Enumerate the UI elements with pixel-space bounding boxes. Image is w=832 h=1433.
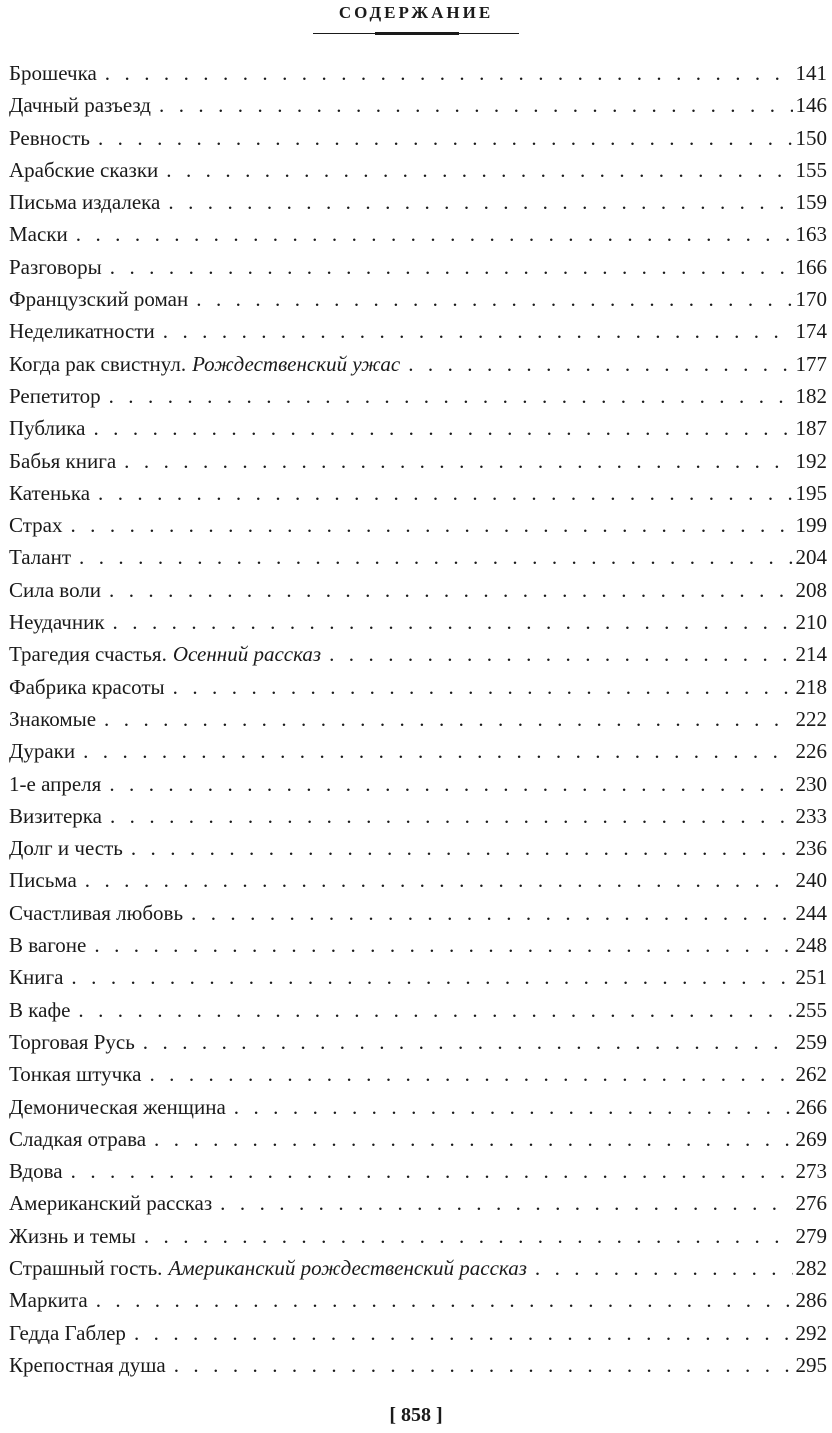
toc-entry: [9, 832, 827, 864]
toc-entry-title: Катенька: [9, 480, 91, 505]
toc-dot-leader: [70, 509, 792, 541]
toc-entry-page: 208: [795, 577, 827, 602]
toc-dot-leader: [110, 800, 793, 832]
toc-entry-title: Когда рак свистнул.: [9, 351, 187, 376]
toc-entry: [9, 218, 827, 250]
toc-entry-page: 187: [795, 416, 827, 441]
toc-entry: [9, 186, 827, 218]
toc-entry-page: 204: [795, 545, 827, 570]
toc-entry-page: 199: [795, 513, 827, 538]
toc-entry-page: 292: [795, 1320, 827, 1345]
toc-dot-leader: [159, 89, 793, 121]
toc-entry-title: Талант: [9, 545, 72, 570]
toc-entry: [9, 251, 827, 283]
toc-entry: [9, 315, 827, 347]
toc-dot-leader: [85, 864, 793, 896]
toc-entry: [9, 1123, 827, 1155]
toc-entry: [9, 800, 827, 832]
toc-entry-title: Маркита: [9, 1288, 88, 1313]
title-divider: [313, 33, 519, 34]
toc-entry-title: Сила воли: [9, 577, 102, 602]
toc-dot-leader: [154, 1123, 792, 1155]
toc-entry-title: Трагедия счастья.: [9, 642, 167, 667]
toc-entry-page: 279: [795, 1223, 827, 1248]
toc-entry: [9, 1091, 827, 1123]
toc-entry-title: 1-е апреля: [9, 771, 102, 796]
toc-entry-title: Французский роман: [9, 287, 189, 312]
toc-entry-page: 251: [795, 965, 827, 990]
toc-entry-page: 192: [795, 448, 827, 473]
toc-entry-title: Гедда Габлер: [9, 1320, 126, 1345]
table-of-contents: [9, 57, 827, 1381]
toc-entry: [9, 89, 827, 121]
toc-dot-leader: [109, 574, 792, 606]
toc-entry-title: Вдова: [9, 1159, 63, 1184]
toc-entry-page: 163: [795, 222, 827, 247]
toc-entry: [9, 671, 827, 703]
toc-entry-page: 286: [795, 1288, 827, 1313]
toc-entry-page: 174: [795, 319, 827, 344]
toc-entry: [9, 1252, 827, 1284]
page-header: [0, 0, 832, 34]
toc-entry-title: Брошечка: [9, 61, 97, 85]
toc-entry-title: Разговоры: [9, 254, 102, 279]
toc-entry: [9, 154, 827, 186]
toc-dot-leader: [168, 186, 792, 218]
toc-entry-page: 273: [795, 1159, 827, 1184]
toc-entry-page: 182: [795, 383, 827, 408]
toc-dot-leader: [220, 1187, 792, 1219]
toc-entry-page: 226: [795, 739, 827, 764]
toc-entry: [9, 1155, 827, 1187]
toc-entry-page: 166: [795, 254, 827, 279]
toc-entry-title: Знакомые: [9, 706, 97, 731]
toc-dot-leader: [149, 1058, 792, 1090]
toc-entry: [9, 57, 827, 89]
toc-entry-title: Дачный разъезд: [9, 93, 151, 118]
toc-dot-leader: [191, 897, 792, 929]
toc-dot-leader: [71, 1155, 793, 1187]
toc-entry: [9, 348, 827, 380]
toc-entry-page: 295: [795, 1352, 827, 1377]
toc-dot-leader: [110, 251, 793, 283]
toc-entry: [9, 961, 827, 993]
toc-entry: [9, 1284, 827, 1316]
toc-entry-page: 230: [795, 771, 827, 796]
toc-entry-page: 244: [795, 900, 827, 925]
toc-dot-leader: [329, 638, 792, 670]
toc-entry: [9, 994, 827, 1026]
toc-entry-page: 240: [795, 868, 827, 893]
toc-entry-page: 195: [795, 480, 827, 505]
toc-entry-title: Долг и честь: [9, 836, 123, 861]
toc-entry-title: Ревность: [9, 125, 90, 150]
toc-dot-leader: [144, 1220, 793, 1252]
toc-dot-leader: [76, 218, 793, 250]
toc-entry-title: Крепостная душа: [9, 1352, 166, 1377]
page-title: СОДЕРЖАНИЕ: [338, 3, 494, 22]
toc-dot-leader: [104, 703, 792, 735]
toc-dot-leader: [109, 768, 792, 800]
toc-dot-leader: [174, 1349, 793, 1381]
toc-entry: [9, 380, 827, 412]
toc-dot-leader: [124, 445, 792, 477]
toc-entry-page: 150: [795, 125, 827, 150]
toc-entry-page: 236: [795, 836, 827, 861]
toc-entry: [9, 768, 827, 800]
toc-entry-subtitle: Рождественский ужас: [192, 351, 401, 376]
toc-entry-page: 248: [795, 933, 827, 958]
toc-entry: [9, 283, 827, 315]
toc-entry-title: Торговая Русь: [9, 1029, 135, 1054]
toc-entry-page: 141: [795, 61, 827, 85]
toc-entry: [9, 703, 827, 735]
toc-entry-title: Публика: [9, 416, 86, 441]
toc-entry-page: 276: [795, 1191, 827, 1216]
toc-entry-page: 266: [795, 1094, 827, 1119]
toc-dot-leader: [96, 1284, 793, 1316]
toc-dot-leader: [109, 380, 793, 412]
toc-dot-leader: [105, 57, 793, 89]
title-divider-accent: [375, 32, 459, 35]
toc-entry-title: Жизнь и темы: [9, 1223, 136, 1248]
toc-dot-leader: [173, 671, 793, 703]
page-number: [ 858 ]: [389, 1404, 443, 1426]
toc-entry-page: 255: [795, 997, 827, 1022]
toc-entry: [9, 1349, 827, 1381]
toc-entry-page: 159: [795, 190, 827, 215]
toc-entry-title: В кафе: [9, 997, 71, 1022]
toc-entry-title: Книга: [9, 965, 64, 990]
toc-dot-leader: [113, 606, 793, 638]
toc-entry: [9, 1187, 827, 1219]
toc-entry-title: Страх: [9, 513, 63, 538]
toc-entry: [9, 929, 827, 961]
toc-entry-title: Репетитор: [9, 383, 101, 408]
toc-entry-title: Визитерка: [9, 803, 102, 828]
toc-entry-title: Письма издалека: [9, 190, 161, 215]
toc-entry-subtitle: Американский рождественский рассказ: [168, 1255, 527, 1280]
toc-dot-leader: [93, 412, 792, 444]
toc-entry: [9, 122, 827, 154]
toc-entry-title: Демоническая женщина: [9, 1094, 226, 1119]
toc-entry: [9, 412, 827, 444]
toc-entry-page: 214: [795, 642, 827, 667]
toc-dot-leader: [408, 348, 792, 380]
toc-entry: [9, 541, 827, 573]
toc-entry-title: Маски: [9, 222, 68, 247]
toc-entry-title: Неудачник: [9, 610, 105, 635]
toc-entry: [9, 1220, 827, 1252]
toc-entry-title: Бабья книга: [9, 448, 117, 473]
toc-entry-page: 177: [795, 351, 827, 376]
toc-entry-page: 269: [795, 1126, 827, 1151]
toc-entry: [9, 638, 827, 670]
toc-entry-title: Сладкая отрава: [9, 1126, 147, 1151]
toc-dot-leader: [131, 832, 793, 864]
toc-dot-leader: [71, 961, 792, 993]
toc-entry-page: 210: [795, 610, 827, 635]
toc-entry-title: Страшный гость.: [9, 1255, 163, 1280]
toc-entry-title: Письма: [9, 868, 77, 893]
toc-dot-leader: [196, 283, 792, 315]
toc-entry: [9, 1058, 827, 1090]
toc-entry-subtitle: Осенний рассказ: [172, 642, 322, 667]
toc-entry-page: 155: [795, 157, 827, 182]
toc-entry-page: 282: [795, 1255, 827, 1280]
toc-entry-title: Арабские сказки: [9, 157, 159, 182]
toc-entry: [9, 735, 827, 767]
toc-entry: [9, 606, 827, 638]
toc-dot-leader: [134, 1317, 793, 1349]
toc-dot-leader: [143, 1026, 793, 1058]
toc-entry: [9, 897, 827, 929]
toc-entry-title: Дураки: [9, 739, 76, 764]
toc-entry-page: 146: [795, 93, 827, 118]
toc-entry: [9, 477, 827, 509]
toc-entry-title: Тонкая штучка: [9, 1062, 142, 1087]
toc-entry: [9, 1026, 827, 1058]
toc-entry-title: Счастливая любовь: [9, 900, 184, 925]
toc-dot-leader: [163, 315, 793, 347]
toc-entry-page: 233: [795, 803, 827, 828]
toc-entry-title: Неделикатности: [9, 319, 155, 344]
toc-entry-page: 222: [795, 706, 827, 731]
toc-dot-leader: [83, 735, 792, 767]
toc-entry-title: В вагоне: [9, 933, 87, 958]
toc-dot-leader: [234, 1091, 793, 1123]
toc-entry-page: 259: [795, 1029, 827, 1054]
toc-entry: [9, 574, 827, 606]
toc-entry: [9, 1317, 827, 1349]
toc-dot-leader: [535, 1252, 793, 1284]
toc-dot-leader: [94, 929, 792, 961]
toc-entry: [9, 445, 827, 477]
toc-entry: [9, 509, 827, 541]
toc-dot-leader: [78, 994, 792, 1026]
toc-entry-title: Фабрика красоты: [9, 674, 165, 699]
toc-dot-leader: [79, 541, 792, 573]
toc-dot-leader: [166, 154, 792, 186]
toc-entry-title: Американский рассказ: [9, 1191, 213, 1216]
toc-dot-leader: [98, 477, 792, 509]
toc-dot-leader: [98, 122, 793, 154]
toc-entry: [9, 864, 827, 896]
toc-entry-page: 262: [795, 1062, 827, 1087]
toc-entry-page: 170: [795, 287, 827, 312]
toc-entry-page: 218: [795, 674, 827, 699]
